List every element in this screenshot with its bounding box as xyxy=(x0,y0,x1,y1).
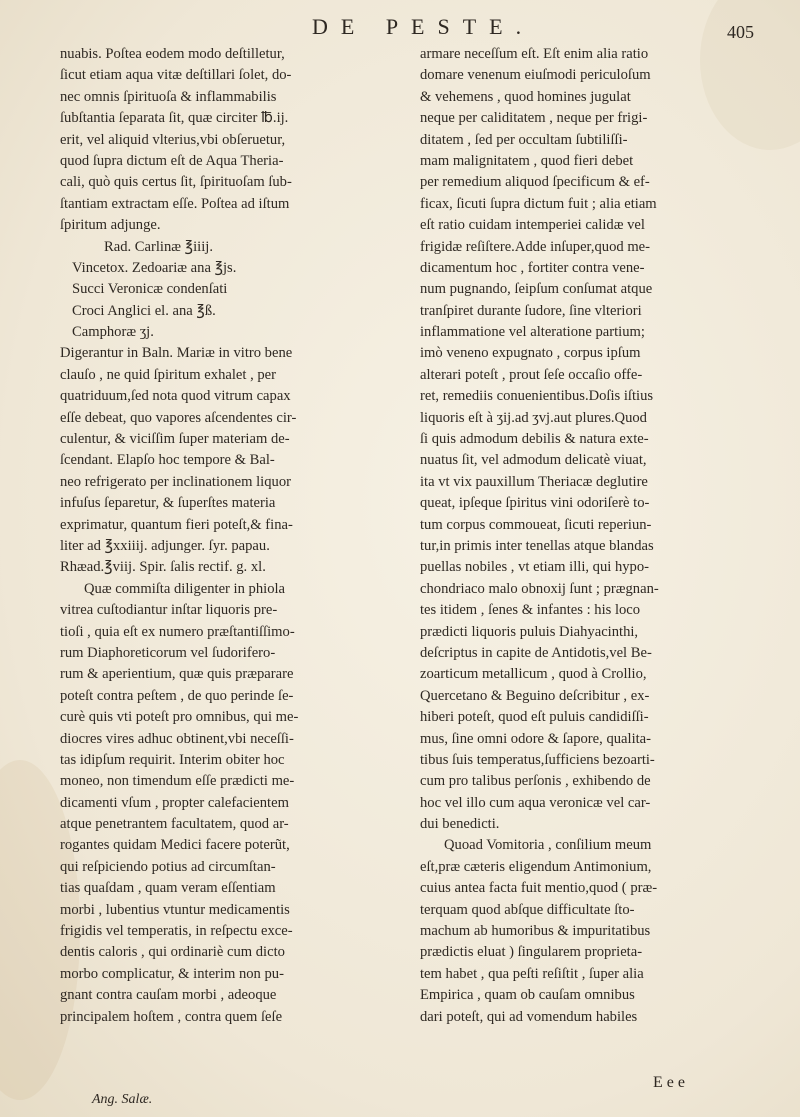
text-line: tias quaſdam , quam veram eſſentiam xyxy=(60,880,276,897)
text-line: clauſo , ne quid ſpiritum exhalet , per xyxy=(60,366,277,383)
text-line: ſtantiam extractam eſſe. Poſtea ad iſtum xyxy=(60,195,290,212)
text-line: atque penetrantem facultatem, quod ar- xyxy=(60,816,289,833)
text-line: dicamentum hoc , fortiter contra vene- xyxy=(420,259,645,276)
text-line: tibus ſuis temperatus,ſufficiens bezoarti- xyxy=(420,751,655,768)
text-line: Empirica , quam ob cauſam omnibus xyxy=(420,987,635,1004)
text-line: frigidis vel temperatis, in reſpectu exce- xyxy=(60,923,293,940)
text-line: ditatem , ſed per occultam ſubtiliſſi- xyxy=(420,131,628,148)
signature-mark: Eee xyxy=(653,1074,689,1091)
text-line: morbo complicatur, & interim non pu- xyxy=(60,965,284,982)
text-line: ret, remediis conuenientibus.Doſis iſtius xyxy=(420,388,654,405)
text-line: Quoad Vomitoria , conſilium meum xyxy=(444,837,652,854)
text-line: Rad. Carlinæ ℥iiij. xyxy=(104,238,213,255)
text-line: tum corpus commoueat, ſicuti reperiun- xyxy=(420,516,652,533)
text-line: mus, ſine omni odore & ſapore, qualita- xyxy=(420,730,652,747)
text-line: neque per caliditatem , neque per frigi- xyxy=(420,110,648,127)
text-line: machum ab humoribus & impuritatibus xyxy=(420,923,651,940)
text-line: poteſt contra peſtem , de quo perinde ſe- xyxy=(60,687,294,704)
text-line: neo refrigerato per inclinationem liquor xyxy=(60,473,291,490)
text-line: cum pro talibus perſonis , exhibendo de xyxy=(420,773,651,790)
text-line: tranſpiret durante ſudore, ſine vlteriori xyxy=(420,302,642,319)
text-line: hoc vel illo cum aqua veronicæ vel car- xyxy=(420,794,651,811)
text-line: ficax, ſicuti ſupra dictum fuit ; alia etiam xyxy=(420,195,657,212)
text-line: deſcriptus in capite de Antidotis,vel Be- xyxy=(420,644,652,661)
page-header xyxy=(0,8,800,48)
text-line: morbi , lubentius vtuntur medicamentis xyxy=(60,901,290,918)
text-line: Quæ commiſta diligenter in phiola xyxy=(84,580,286,597)
text-line: prædictis eluat ) ſingularem proprieta- xyxy=(420,944,643,961)
text-line: alterari poteſt , prout ſeſe occaſio offe- xyxy=(420,366,643,383)
text-line: ſicut etiam aqua vitæ deſtillari ſolet, do- xyxy=(60,67,292,84)
text-line: puellas nobiles , vt etiam illi, qui hypo- xyxy=(420,559,650,576)
text-line: principalem hoſtem , contra quem ſeſe xyxy=(60,1008,283,1025)
text-line: tioſi , quia eſt ex numero præſtantiſſimo- xyxy=(60,623,295,640)
text-line: prædicti liquoris puluis Diahyacinthi, xyxy=(420,623,639,640)
text-line: imò veneno expugnato , corpus ipſum xyxy=(420,345,641,362)
text-line: tem habet , qua peſti reſiſtit , ſuper alia xyxy=(420,965,644,982)
text-line: liquoris eſt à ʒij.ad ʒvj.aut plures.Quod xyxy=(420,409,647,426)
text-line: culentur, & viciſſim ſuper materiam de- xyxy=(60,431,290,448)
text-line: Camphoræ ʒj. xyxy=(72,324,154,341)
text-line: Quercetano & Beguino deſcribitur , ex- xyxy=(420,687,650,704)
text-line: moneo, non timendum eſſe prædicti me- xyxy=(60,773,295,790)
text-line: Digerantur in Baln. Mariæ in vitro bene xyxy=(60,345,293,362)
text-line: ſpiritum adjunge. xyxy=(60,217,161,234)
text-line: eſt,præ cæteris eligendum Antimonium, xyxy=(420,858,652,875)
text-line: eſſe debeat, quo vapores aſcendentes cir- xyxy=(60,409,297,426)
text-line: gnant contra cauſam morbi , adeoque xyxy=(60,987,277,1004)
text-line: cuius antea facta fuit mentio,quod ( præ- xyxy=(420,880,658,897)
text-line: chondriaco malo obnoxij ſunt ; prægnan- xyxy=(420,580,659,597)
text-line: Rhæad.℥viij. Spir. ſalis rectif. g. xl. xyxy=(60,559,266,576)
text-line: dari poteſt, qui ad vomendum habiles xyxy=(420,1008,638,1025)
text-line: nuabis. Poſtea eodem modo deſtilletur, xyxy=(60,46,285,62)
text-line: ita vt vix pauxillum Theriacæ deglutire xyxy=(420,473,648,490)
text-line: terquam quod abſque difficultate ſto- xyxy=(420,901,635,918)
text-line: infuſus ſeparetur, & ſuperſtes materia xyxy=(60,495,276,512)
text-line: rum & aperientium, quæ quis præparare xyxy=(60,666,294,683)
text-line: cali, quò quis certus ſit, ſpirituoſam ſub- xyxy=(60,174,292,191)
text-line: hiberi poteſt, quod eſt puluis candidiſſi- xyxy=(420,709,649,726)
text-line: dicamenti vſum , propter calefacientem xyxy=(60,794,289,811)
text-line: Vincetox. Zedoariæ ana ℥js. xyxy=(72,259,237,276)
text-line: dui benedicti. xyxy=(420,816,500,833)
text-line: exprimatur, quantum fieri poteſt,& fina- xyxy=(60,516,293,533)
text-line: ſcendant. Elapſo hoc tempore & Bal- xyxy=(60,452,275,469)
text-line: qui reſpiciendo potius ad circumſtan- xyxy=(60,858,276,875)
text-line: tur,in primis inter tenellas atque blandas xyxy=(420,537,654,554)
text-line: quod ſupra dictum eſt de Aqua Theria- xyxy=(60,152,284,169)
text-line: curè quis vti poteſt pro omnibus, qui me- xyxy=(60,709,299,726)
text-line: erit, vel aliquid vlterius,vbi obſeruetur, xyxy=(60,131,286,148)
text-line: rum Diaphoreticorum vel ſudorifero- xyxy=(60,644,276,661)
right-text-column xyxy=(420,44,764,1028)
text-line: queat, ipſeque ſpiritus vini odoriſerè to- xyxy=(420,495,650,512)
text-line: ſubſtantia ſeparata ſit, quæ circiter ℔.ij. xyxy=(60,110,289,127)
text-line: tes itidem , ſenes & infantes : his loco xyxy=(420,602,641,619)
text-line: eſt ratio cuidam intemperiei calidæ vel xyxy=(420,217,645,234)
text-line: Succi Veronicæ condenſati xyxy=(72,281,228,298)
text-line: vitrea cuſtodiantur inſtar liquoris pre- xyxy=(60,602,278,619)
text-line: diocres vires adhuc obtinent,vbi neceſſi- xyxy=(60,730,294,747)
text-line: dentis caloris , qui ordinariè cum dicto xyxy=(60,944,285,961)
text-line: domare venenum eiuſmodi periculoſum xyxy=(420,67,651,84)
catchword: Ang. Salæ. xyxy=(92,1092,153,1107)
text-line: tas idipſum requirit. Interim obiter hoc xyxy=(60,751,285,768)
text-line: Croci Anglici el. ana ℥ß. xyxy=(72,302,216,319)
text-line: per remedium aliquod ſpecificum & ef- xyxy=(420,174,650,191)
text-line: num pugnando, ſeipſum conſumat atque xyxy=(420,281,653,298)
running-title: DE PESTE. xyxy=(312,14,535,39)
text-line: quatriduum,ſed nota quod vitrum capax xyxy=(60,388,291,405)
text-line: rogantes quidam Medici facere poterũt, xyxy=(60,837,290,854)
text-line: inflammatione vel alteratione partium; xyxy=(420,324,645,341)
left-text-column xyxy=(60,44,400,1028)
text-line: nec omnis ſpirituoſa & inflammabilis xyxy=(60,88,277,105)
text-line: mam malignitatem , quod fieri debet xyxy=(420,152,634,169)
text-line: armare neceſſum eſt. Eſt enim alia ratio xyxy=(420,46,649,62)
text-line: nuatus ſit, vel admodum delicatè viuat, xyxy=(420,452,647,469)
text-line: frigidæ reſiſtere.Adde inſuper,quod me- xyxy=(420,238,651,255)
text-line: liter ad ℥xxiiij. adjunger. ſyr. papau. xyxy=(60,537,270,554)
text-line: zoarticum metallicum , quod à Crollio, xyxy=(420,666,647,683)
page-number: 405 xyxy=(727,22,754,42)
text-line: & vehemens , quod homines jugulat xyxy=(420,88,631,105)
text-line: ſi quis admodum debilis & natura exte- xyxy=(420,431,649,448)
